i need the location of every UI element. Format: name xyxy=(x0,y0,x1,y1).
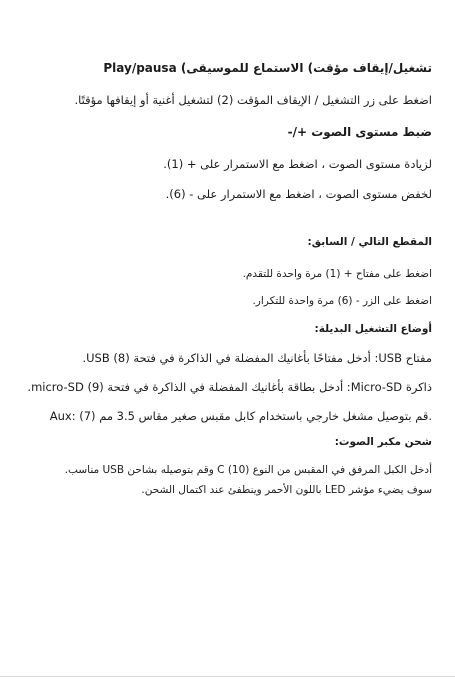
volume-increase-instruction: لزيادة مستوى الصوت ، اضغط مع الاستمرار على + (1). xyxy=(163,157,432,171)
micro-sd-mode-instruction: ذاكرة Micro-SD: أدخل بطاقة بأغانيك المفضلة في الذاكرة في فتحة micro-SD (9). xyxy=(27,380,432,394)
modes-heading: أوضاع التشغيل البديلة: xyxy=(314,323,432,335)
charging-instruction-line2: سوف يضيء مؤشر LED باللون الأحمر وينطفئ عند اكتمال الشحن. xyxy=(141,484,432,496)
charging-instruction-line1: أدخل الكبل المرفق في المقبس من النوع C (10) وقم بتوصيله بشاحن USB مناسب. xyxy=(64,464,432,476)
play-pause-heading: تشغيل/إيقاف مؤقت) الاستماع للموسيقى) Play/pausa xyxy=(103,61,432,75)
page-bottom-divider xyxy=(0,676,455,677)
volume-decrease-instruction: لخفض مستوى الصوت ، اضغط مع الاستمرار على - (6). xyxy=(165,187,432,201)
track-heading: المقطع التالي / السابق: xyxy=(307,236,432,248)
volume-heading: ضبط مستوى الصوت +/- xyxy=(287,125,432,139)
track-previous-instruction: اضغط على الزر - (6) مرة واحدة للتكرار. xyxy=(252,295,432,307)
usb-mode-instruction: مفتاح USB: أدخل مفتاحًا بأغانيك المفضلة في الذاكرة في فتحة USB (8). xyxy=(82,351,432,365)
aux-mode-instruction: Aux: (7) قم بتوصيل مشغل خارجي باستخدام كابل مقبس صغير مقاس 3.5 مم. xyxy=(49,409,432,423)
track-next-instruction: اضغط على مفتاح + (1) مرة واحدة للتقدم. xyxy=(242,268,432,280)
play-pause-instruction: اضغط على زر التشغيل / الإيقاف المؤقت (2) لتشغيل أغنية أو إيقافها مؤقتًا. xyxy=(74,93,432,107)
charging-heading: شحن مكبر الصوت: xyxy=(334,436,432,448)
